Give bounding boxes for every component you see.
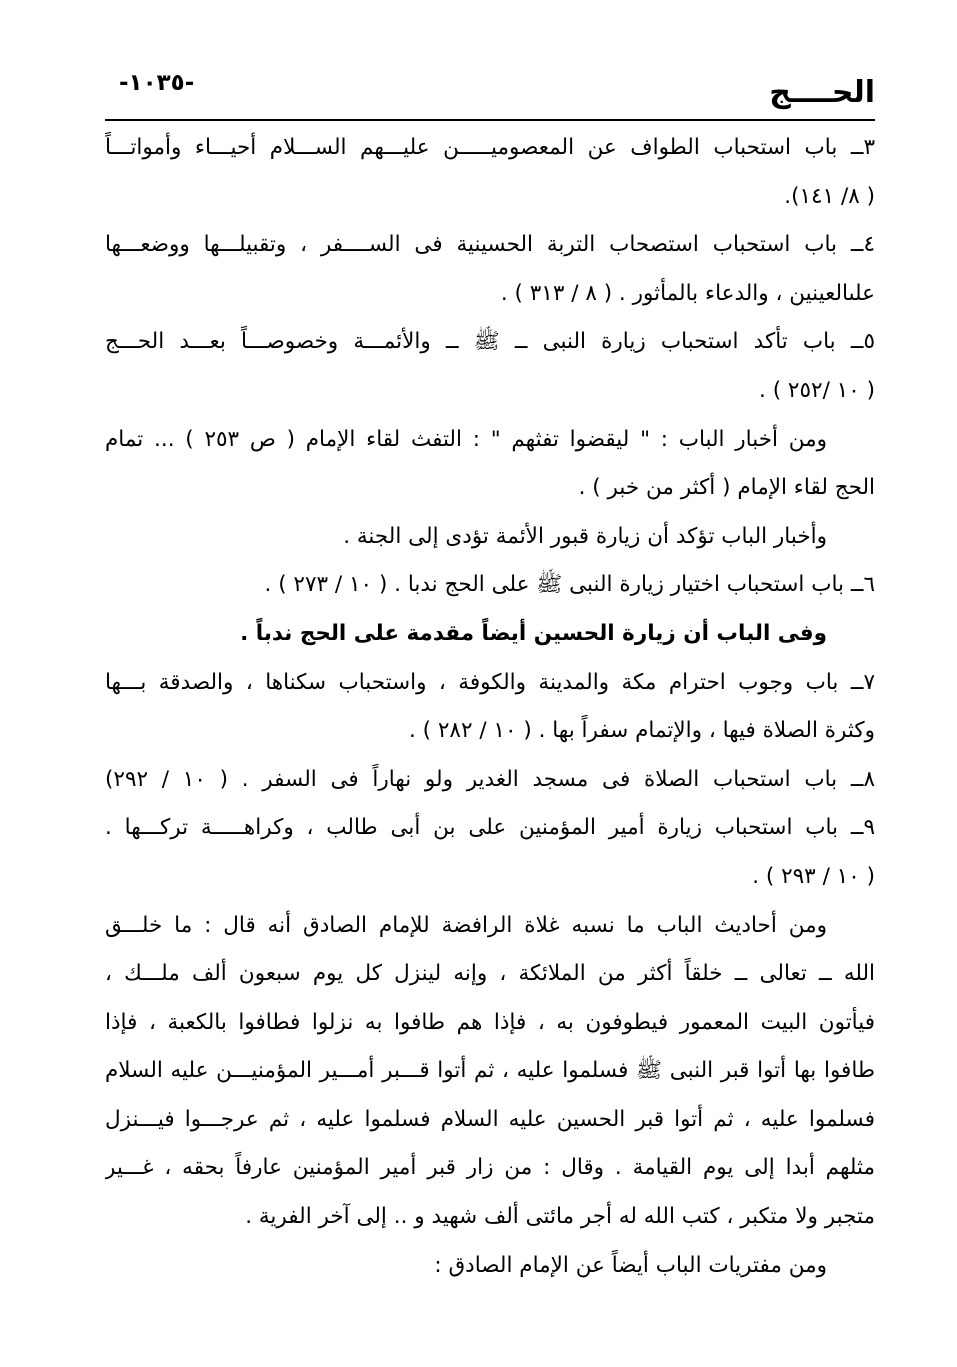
text-line: وكثرة الصلاة فيها ، والإتمام سفراً بها . ( ١٠ / ٢٨٢ ) .: [408, 718, 875, 744]
text-line: ومن مفتريات الباب أيضاً عن الإمام الصادق :: [434, 1252, 827, 1278]
text-line: ٣ــ باب استحباب الطواف عن المعصوميـــــن عليـــهم الســـلام أحيـــاء وأمواتـــاً: [105, 135, 875, 160]
text-line: متجبر ولا متكبر ، كتب الله له أجر مائتى ألف شهيد و .. إلى آخر الفرية .: [245, 1204, 875, 1230]
text-line: فيأتون البيت المعمور فيطوفون به ، فإذا هم طافوا به نزلوا فطافوا بالكعبة ، فإذا: [105, 1009, 875, 1035]
page-number: -١٠٣٥-: [119, 70, 195, 96]
text-line: ومن أخبار الباب : " ليقضوا تفثهم " : التفث لقاء الإمام ( ص ٢٥٣ ) ... تمام: [105, 426, 827, 452]
text-line: ٨ــ باب استحباب الصلاة فى مسجد الغدير ولو نهاراً فى السفر . ( ١٠ / ٢٩٢): [105, 766, 875, 792]
text-line: الحج لقاء الإمام ( أكثر من خبر ) .: [578, 475, 875, 501]
text-line: ( ٨/ ١٤١).: [784, 183, 875, 209]
text-line: ( ١٠ /٢٥٢ ) .: [759, 377, 875, 403]
text-line: ٦ــ باب استحباب اختيار زيارة النبى ﷺ على الحج ندبا . ( ١٠ / ٢٧٣ ) .: [264, 572, 875, 598]
page-header: [105, 68, 875, 116]
text-line: مثلهم أبدا إلى يوم القيامة . وقال : من زار قبر أمير المؤمنين عارفاً بحقه ، غـــير: [105, 1155, 875, 1181]
text-line: الله ــ تعالى ــ خلقاً أكثر من الملائكة ، وإنه لينزل كل يوم سبعون ألف ملـــك ،: [105, 961, 875, 987]
text-line: فسلموا عليه ، ثم أتوا قبر الحسين عليه السلام فسلموا عليه ، ثم عرجـــوا فيـــنزل: [105, 1106, 875, 1132]
text-line: علىالعينين ، والدعاء بالمأثور . ( ٨ / ٣١٣ ) .: [500, 280, 875, 306]
text-line: وأخبار الباب تؤكد أن زيارة قبور الأئمة تؤدى إلى الجنة .: [343, 523, 827, 549]
text-line: ٥ــ باب تأكد استحباب زيارة النبى ــ ﷺ ــ والأئمـــة وخصوصـــاً بعـــد الحـــج: [105, 329, 875, 355]
text-line: ٩ــ باب استحباب زيارة أمير المؤمنين على بن أبى طالب ، وكراهـــــة تركـــها .: [105, 815, 875, 841]
text-line: ومن أحاديث الباب ما نسبه غلاة الرافضة للإمام الصادق أنه قال : ما خلـــق: [105, 912, 827, 938]
text-line: ٧ــ باب وجوب احترام مكة والمدينة والكوفة ، واستحباب سكناها ، والصدقة بـــها: [105, 669, 875, 695]
header-rule: [105, 119, 875, 121]
document-body: [105, 124, 875, 1290]
text-line: ٤ــ باب استحباب استصحاب التربة الحسينية فى الســــفر ، وتقبيلـــها ووضعـــها: [105, 232, 875, 258]
text-line-emphasis: وفى الباب أن زيارة الحسين أيضاً مقدمة على الحج ندباً .: [240, 620, 827, 646]
text-line: طافوا بها أتوا قبر النبى ﷺ فسلموا عليه ، ثم أتوا قـــبر أمـــير المؤمنيـــن عليه السلام: [105, 1058, 875, 1084]
text-line: ( ١٠ / ٢٩٣ ) .: [752, 863, 875, 889]
running-title: الحــــج: [769, 75, 875, 110]
